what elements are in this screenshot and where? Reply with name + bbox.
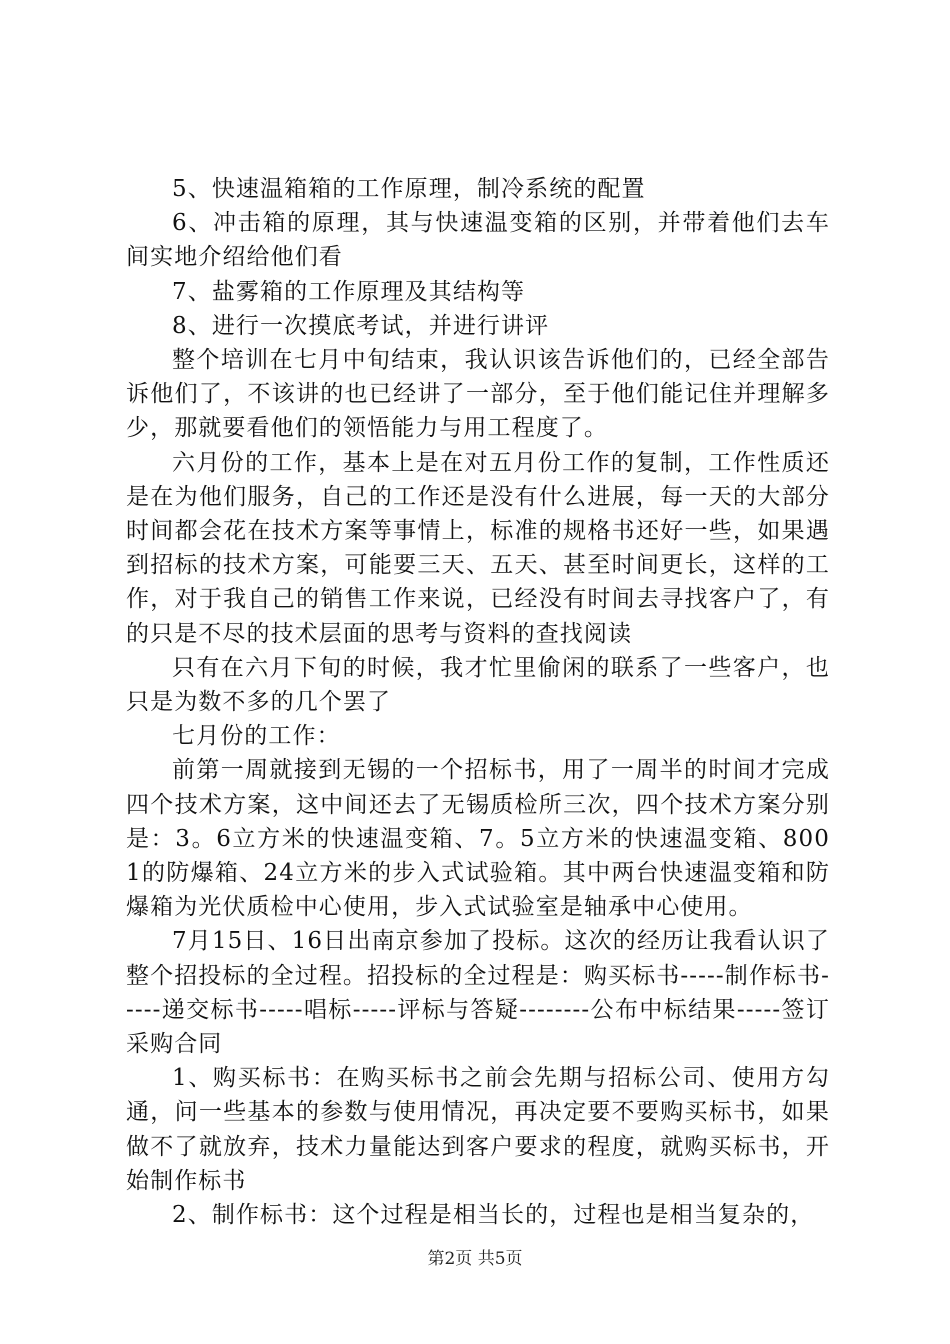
paragraph-training-summary: 整个培训在七月中旬结束，我认识该告诉他们的，已经全部告诉他们了，不该讲的也已经讲了一部分，至于他们能记住并理解多少，那就要看他们的领悟能力与用工程度了。 xyxy=(126,347,830,442)
page-footer xyxy=(0,1244,950,1269)
paragraph-june-late: 只有在六月下旬的时候，我才忙里偷闲的联系了一些客户，也只是为数不多的几个罢了 xyxy=(126,654,830,716)
paragraph-make-tender: 2、制作标书：这个过程是相当长的，过程也是相当复杂的， xyxy=(172,1202,815,1229)
page-number: 第2页 共5页 xyxy=(427,1249,523,1269)
paragraph-item-7: 7、盐雾箱的工作原理及其结构等 xyxy=(172,278,526,305)
document-body xyxy=(126,172,830,1232)
paragraph-item-8: 8、进行一次摸底考试，并进行讲评 xyxy=(172,312,550,339)
paragraph-bidding-process: 7月15日、16日出南京参加了投标。这次的经历让我看认识了整个招投标的全过程。招投标的全过程是：购买标书-----制作标书-----递交标书-----唱标-----评标与答疑--------公布中标结果-----签订采购合同 xyxy=(126,928,830,1058)
paragraph-item-6: 6、冲击箱的原理，其与快速温变箱的区别，并带着他们去车间实地介绍给他们看 xyxy=(126,210,830,271)
paragraph-july-first-week: 前第一周就接到无锡的一个招标书，用了一周半的时间才完成四个技术方案，这中间还去了无锡质检所三次，四个技术方案分别是：3。6立方米的快速温变箱、7。5立方米的快速温变箱、8001的防爆箱、24立方米的步入式试验箱。其中两台快速温变箱和防爆箱为光伏质检中心使用，步入式试验室是轴承中心使用。 xyxy=(126,757,830,921)
paragraph-item-5: 5、快速温箱箱的工作原理，制冷系统的配置 xyxy=(172,176,646,202)
paragraph-july-heading: 七月份的工作： xyxy=(172,723,341,750)
paragraph-buy-tender: 1、购买标书：在购买标书之前会先期与招标公司、使用方勾通，问一些基本的参数与使用情况，再决定要不要购买标书，如果做不了就放弃，技术力量能达到客户要求的程度，就购买标书，开始制作标书 xyxy=(126,1065,830,1194)
paragraph-june-work: 六月份的工作，基本上是在对五月份工作的复制，工作性质还是在为他们服务，自己的工作还是没有什么进展，每一天的大部分时间都会花在技术方案等事情上，标准的规格书还好一些，如果遇到招标的技术方案，可能要三天、五天、甚至时间更长，这样的工作，对于我自己的销售工作来说，已经没有时间去寻找客户了，有的只是不尽的技术层面的思考与资料的查找阅读 xyxy=(126,449,830,647)
